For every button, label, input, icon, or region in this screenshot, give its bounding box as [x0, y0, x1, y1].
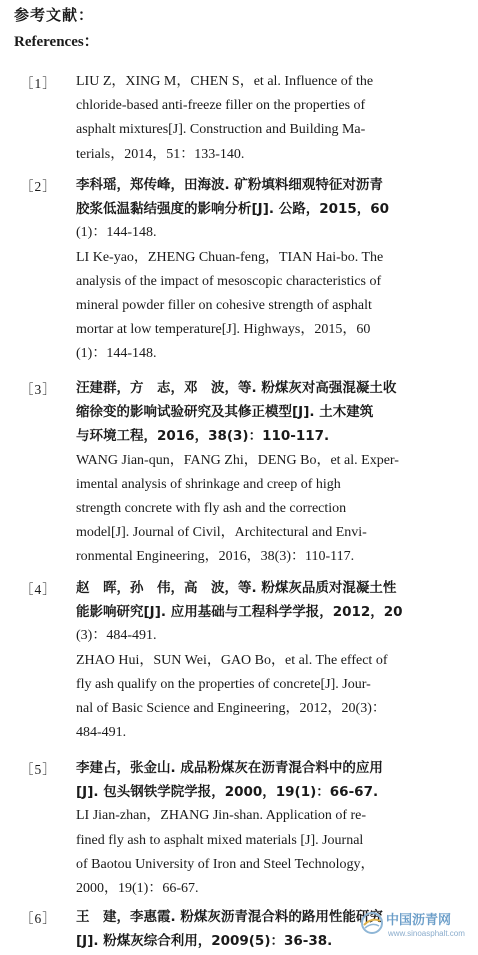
reference-line: ronmental Engineering，2016，38(3)：110-117.	[76, 549, 355, 565]
reference-line: terials，2014，51：133-140.	[76, 146, 245, 162]
reference-line: WANG Jian-qun，FANG Zhi，DENG Bo，et al. Exper-	[76, 452, 399, 468]
reference-line: 李科瑶，郑传峰，田海波. 矿粉填料细观特征对沥青	[76, 177, 383, 193]
globe-logo-icon	[360, 911, 384, 935]
reference-line: [J]. 包头钢铁学院学报，2000，19(1)：66-67.	[76, 784, 379, 801]
reference-line: LIU Z，XING M，CHEN S，et al. Influence of the	[76, 74, 374, 89]
reference-line: fined fly ash to asphalt mixed materials [J]. Journal	[76, 832, 364, 848]
reference-line: 汪建群，方 志，邓 波，等. 粉煤灰对高强混凝土收	[76, 380, 397, 396]
watermark-title: 中国沥青网	[386, 913, 452, 928]
watermark	[360, 909, 472, 943]
reference-line: 能影响研究[J]. 应用基础与工程科学学报，2012，20	[76, 604, 403, 621]
reference-line: (1)：144-148.	[76, 346, 157, 362]
reference-line: 484-491.	[76, 725, 127, 741]
reference-line: nal of Basic Science and Engineering，2012，20(3)：	[76, 701, 386, 716]
reference-line: 2000，19(1)：66-67.	[76, 881, 199, 896]
reference-line: ZHAO Hui，SUN Wei，GAO Bo，et al. The effect of	[76, 652, 388, 668]
reference-line: fly ash qualify on the properties of concrete[J]. Jour-	[76, 676, 371, 692]
reference-line: (1)：144-148.	[76, 225, 157, 241]
reference-line: analysis of the impact of mesoscopic characteristics of	[76, 273, 382, 289]
reference-line: 与环境工程，2016，38(3)：110-117.	[76, 428, 330, 445]
reference-line: strength concrete with fly ash and the correction	[76, 501, 347, 516]
reference-number: ［1］	[20, 76, 57, 91]
reference-line: 缩徐变的影响试验研究及其修正模型[J]. 土木建筑	[76, 404, 374, 421]
reference-line: LI Jian-zhan，ZHANG Jin-shan. Application of re-	[76, 808, 367, 824]
reference-number: ［4］	[20, 582, 57, 597]
reference-line: mineral powder filler on cohesive strength of asphalt	[76, 298, 372, 313]
reference-line: of Baotou University of Iron and Steel Technology，	[76, 856, 375, 872]
heading-chinese: 参考文献：	[14, 6, 95, 24]
reference-number: ［5］	[20, 762, 57, 777]
reference-number: ［6］	[20, 911, 57, 926]
reference-line: 王 建，李惠霞. 粉煤灰沥青混合料的路用性能研究	[76, 909, 383, 925]
reference-line: 赵 晖，孙 伟，高 波，等. 粉煤灰品质对混凝土性	[76, 580, 397, 596]
reference-line: 李建占，张金山. 成品粉煤灰在沥青混合料中的应用	[76, 760, 383, 776]
heading-english: References：	[14, 34, 99, 50]
reference-number: ［3］	[20, 382, 57, 397]
reference-line: mortar at low temperature[J]. Highways，2015，60	[76, 322, 371, 338]
reference-line: 胶浆低温黏结强度的影响分析[J]. 公路，2015，60	[76, 201, 390, 218]
reference-number: ［2］	[20, 179, 57, 194]
reference-line: asphalt mixtures[J]. Construction and Building Ma-	[76, 122, 366, 138]
reference-line: imental analysis of shrinkage and creep of high	[76, 476, 341, 492]
watermark-url: www.sinoasphalt.com	[388, 929, 465, 938]
reference-line: model[J]. Journal of Civil，Architectural and Envi-	[76, 525, 367, 541]
reference-line: [J]. 粉煤灰综合利用，2009(5)：36-38.	[76, 933, 333, 950]
reference-line: chloride-based anti-freeze filler on the properties of	[76, 98, 366, 114]
reference-line: (3)：484-491.	[76, 628, 157, 644]
reference-line: LI Ke-yao，ZHENG Chuan-feng，TIAN Hai-bo. The	[76, 249, 384, 265]
